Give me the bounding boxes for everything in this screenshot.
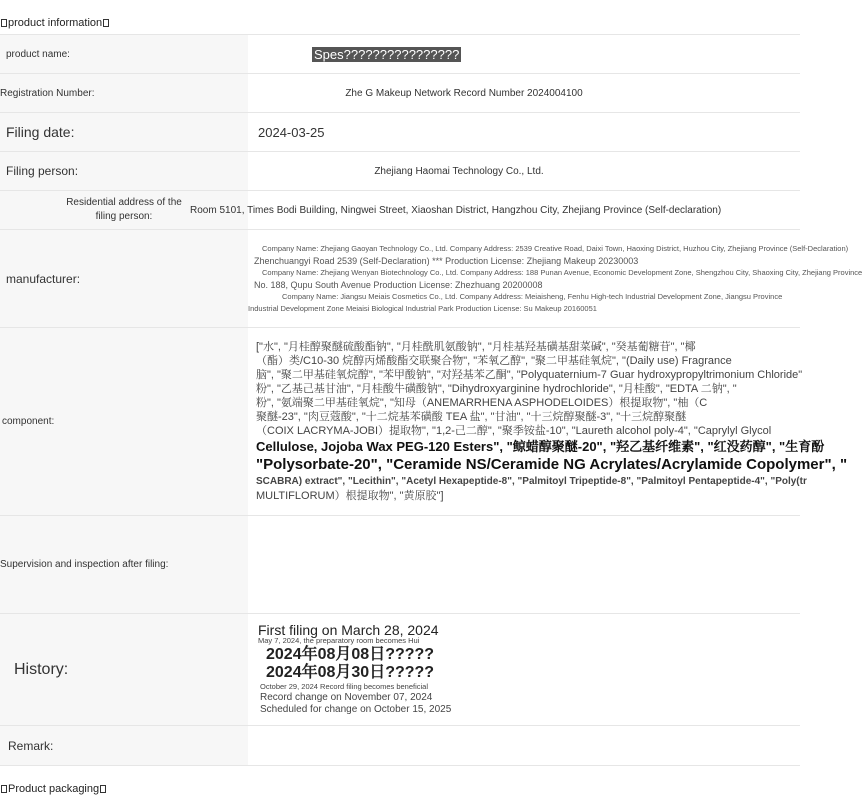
row-history xyxy=(0,614,800,726)
component-line: Cellulose, Jojoba Wax PEG-120 Esters", "鲸蜡醇聚醚-20", "羟乙基纤维素", "红没药醇", "生育酚 xyxy=(256,439,825,454)
label-product-name: product name: xyxy=(0,35,248,74)
label-remark: Remark: xyxy=(0,726,248,766)
manufacturer-line: Zhenchuangyi Road 2539 (Self-Declaration) *** Production License: Zhejiang Makeup 20230003 xyxy=(254,255,639,266)
bracket-icon xyxy=(1,19,7,27)
history-entry: Scheduled for change on October 15, 2025 xyxy=(260,703,452,715)
value-product-name xyxy=(248,35,800,74)
value-filing-person: Zhejiang Haomai Technology Co., Ltd. xyxy=(374,165,544,177)
label-history: History: xyxy=(0,614,248,726)
label-component: component: xyxy=(0,328,248,516)
row-manufacturer xyxy=(0,230,800,328)
manufacturer-line: Company Name: Zhejiang Gaoyan Technology Co., Ltd. Company Address: 2539 Creative Road, Daixi Town, Haoxing District, Huzhou City, Zhejiang Province (Self-Declaration) xyxy=(262,243,849,253)
bracket-icon xyxy=(100,785,106,793)
value-manufacturer xyxy=(248,230,862,328)
row-address xyxy=(0,191,800,230)
component-line: 粉", "乙基己基甘油", "月桂酸牛磺酸钠", "Dihydroxyarginine hydrochloride", "月桂酸", "EDTA 二钠", " xyxy=(256,383,737,395)
value-history xyxy=(248,614,800,726)
bracket-icon xyxy=(103,19,109,27)
row-filing-person xyxy=(0,152,800,191)
label-filing-date: Filing date: xyxy=(0,113,248,152)
manufacturer-line: Industrial Development Zone Meiaisi Biological Industrial Park Production License: Su Makeup 20160051 xyxy=(248,303,597,313)
label-supervision: Supervision and inspection after filing: xyxy=(0,516,248,614)
section-title-text: product information xyxy=(8,17,103,29)
label-manufacturer: manufacturer: xyxy=(0,230,248,328)
product-name-text: Spes???????????????? xyxy=(314,46,460,62)
component-line: MULTIFLORUM）根提取物", "黄原胶"] xyxy=(256,490,444,502)
section-title-text: Product packaging xyxy=(8,783,100,795)
component-line: 脑", "聚二甲基硅氧烷醇", "苯甲酸钠", "对羟基苯乙酮", "Polyquaternium-7 Guar hydroxypropyltrimonium Chloride" xyxy=(256,369,803,381)
row-product-name xyxy=(0,35,800,74)
label-filing-person: Filing person: xyxy=(0,152,248,191)
component-line: ["水", "月桂醇聚醚硫酸酯钠", "月桂酰肌氨酸钠", "月桂基羟基磺基甜菜碱", "癸基葡糖苷", "椰 xyxy=(256,341,696,353)
row-filing-date xyxy=(0,113,800,152)
value-remark xyxy=(248,726,800,766)
component-line: （酯）类/C10-30 烷醇丙烯酸酯交联聚合物", "苯氧乙醇", "聚二甲基硅氧烷", "(Daily use) Fragrance xyxy=(256,355,732,367)
history-entry: October 29, 2024 Record filing becomes beneficial xyxy=(260,681,429,691)
manufacturer-line: No. 188, Qupu South Avenue Production License: Zhezhuang 20200008 xyxy=(254,279,543,290)
row-supervision xyxy=(0,516,800,614)
component-line: （COIX LACRYMA-JOBI）提取物", "1,2-己二醇", "聚季铵盐-10", "Laureth alcohol poly-4", "Caprylyl Glycol xyxy=(256,425,772,437)
component-line: "Polysorbate-20", "Ceramide NS/Ceramide NG Acrylates/Acrylamide Copolymer", " xyxy=(256,456,848,473)
label-address-line1: Residential address of the xyxy=(66,197,182,208)
row-registration xyxy=(0,74,800,113)
bracket-icon xyxy=(1,785,7,793)
section-title-product-packaging xyxy=(0,778,107,800)
value-supervision xyxy=(248,516,800,614)
history-entry: May 7, 2024, the preparatory room becomes Hui xyxy=(258,635,420,645)
component-line: 聚醚-23", "肉豆蔻酸", "十二烷基苯磺酸 TEA 盐", "甘油", "十三烷醇聚醚-3", "十三烷醇聚醚 xyxy=(256,411,687,423)
manufacturer-line: Company Name: Zhejiang Wenyan Biotechnology Co., Ltd. Company Address: 188 Punan Avenue, Economic Development Zone, Shengzhou City, Shaoxing City, Zhejiang Province xyxy=(262,267,862,277)
value-registration: Zhe G Makeup Network Record Number 2024004100 xyxy=(345,87,583,99)
value-component xyxy=(248,328,848,516)
component-line: SCABRA) extract", "Lecithin", "Acetyl Hexapeptide-8", "Palmitoyl Tripeptide-8", "Palmitoyl Pentapeptide-4", "Poly(tr xyxy=(256,476,807,487)
component-line: 粉", "氨端聚二甲基硅氧烷", "知母（ANEMARRHENA ASPHODELOIDES）根提取物", "柚（C xyxy=(256,397,708,409)
row-component xyxy=(0,328,800,516)
history-entry: 2024年08月08日????? xyxy=(266,645,435,663)
value-filing-date: 2024-03-25 xyxy=(248,113,800,152)
history-entry: 2024年08月30日????? xyxy=(266,663,435,681)
section-title-product-information xyxy=(0,12,110,34)
manufacturer-line: Company Name: Jiangsu Meiais Cosmetics Co., Ltd. Company Address: Meiaisheng, Fenhu High-tech Industrial Development Zone, Jiangsu Province xyxy=(282,291,783,301)
row-remark xyxy=(0,726,800,766)
label-address-line2: filing person: xyxy=(95,211,153,222)
value-address: Room 5101, Times Bodi Building, Ningwei Street, Xiaoshan District, Hangzhou City, Zhejiang Province (Self-declaration) xyxy=(190,204,722,216)
product-info-table xyxy=(0,34,862,766)
history-entry: First filing on March 28, 2024 xyxy=(258,621,439,638)
label-registration: Registration Number: xyxy=(0,74,248,113)
history-entry: Record change on November 07, 2024 xyxy=(260,691,433,703)
